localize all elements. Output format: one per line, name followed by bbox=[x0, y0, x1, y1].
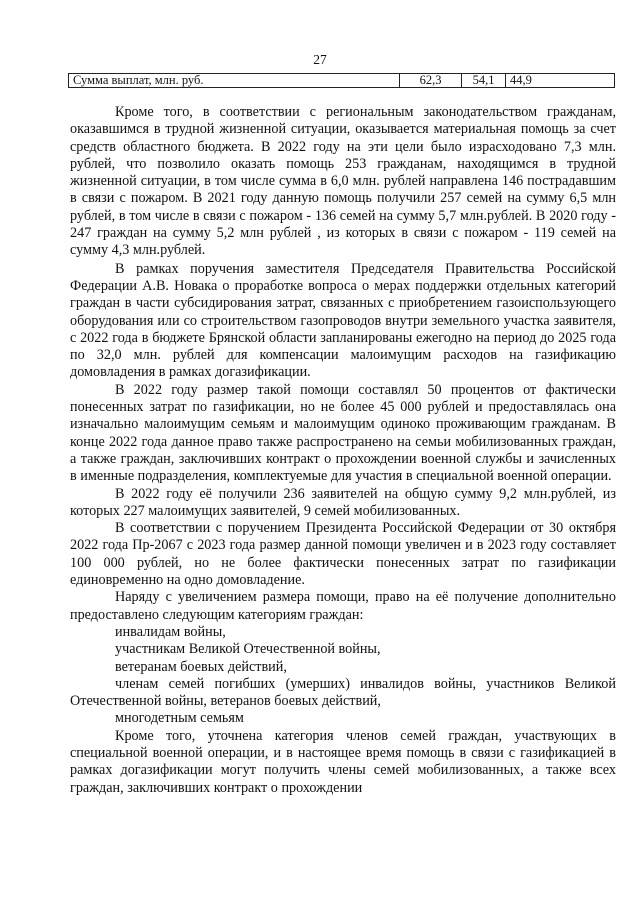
table-cell-label: Сумма выплат, млн. руб. bbox=[69, 74, 400, 88]
table-row bbox=[69, 74, 615, 88]
document-body bbox=[70, 104, 616, 797]
paragraph: Кроме того, уточнена категория членов семей граждан, участвующих в специальной военной операции, и в настоящее время помощь в связи с газификацией в рамках догазификации могут получить члены семей мобилизованных, а также всех граждан, заключивших контракт о прохождении bbox=[70, 727, 616, 796]
paragraph: В соответствии с поручением Президента Российской Федерации от 30 октября 2022 года Пр-2067 с 2023 года размер данной помощи увеличен и в 2023 году составляет 100 000 рублей, но не более фактически понесенных затрат по газификации единовременно на одно домовладение. bbox=[70, 520, 616, 589]
payments-table bbox=[68, 73, 615, 88]
paragraph: Наряду с увеличением размера помощи, право на её получение дополнительно предоставлено следующим категориям граждан: bbox=[70, 589, 616, 623]
table-cell-value: 54,1 bbox=[462, 74, 506, 88]
list-item: членам семей погибших (умерших) инвалидов войны, участников Великой Отечественной войны, ветеранов боевых действий, bbox=[70, 675, 616, 710]
paragraph: Кроме того, в соответствии с региональным законодательством гражданам, оказавшимся в трудной жизненной ситуации, оказывается материальная помощь за счет средств областного бюджета. В 2022 году на эти цели было израсходовано 7,3 млн. рублей, что позволило оказать помощь 253 гражданам, находящимся в трудной жизненной ситуации, в том числе сумма в 6,0 млн. рублей направлена 146 пострадавшим в связи с пожаром. В 2021 году данную помощь получили 257 семей на сумму 6,5 млн рублей, в том числе в связи с пожаром - 136 семей на сумму 5,7 млн.рублей. В 2020 году - 247 граждан на сумму 5,2 млн рублей , из которых в связи с пожаром - 119 семей на сумму 4,3 млн.рублей. bbox=[70, 104, 616, 259]
paragraph: В 2022 году размер такой помощи составлял 50 процентов от фактически понесенных затрат по газификации, но не более 45 000 рублей и предоставлялась она изначально малоимущим семьям и малоимущим одиноко проживающим гражданам. В конце 2022 года данное право также распространено на семьи мобилизованных граждан, а также граждан, заключивших контракт о прохождении военной службы и зачисленных в именные подразделения, комплектуемые для участия в специальной военной операции. bbox=[70, 381, 616, 485]
list-item: инвалидам войны, bbox=[115, 623, 226, 640]
list-item: участникам Великой Отечественной войны, bbox=[115, 641, 381, 658]
table-cell-value: 44,9 bbox=[506, 74, 615, 88]
paragraph: В 2022 году её получили 236 заявителей на общую сумму 9,2 млн.рублей, из которых 227 малоимущих заявителей, 9 семей мобилизованных. bbox=[70, 485, 616, 519]
list-item: многодетным семьям bbox=[115, 710, 244, 727]
list-item: ветеранам боевых действий, bbox=[115, 658, 287, 675]
page-number: 27 bbox=[313, 52, 327, 67]
paragraph: В рамках поручения заместителя Председателя Правительства Российской Федерации А.В. Новака о проработке вопроса о мерах поддержки отдельных категорий граждан в части субсидирования затрат, связанных с приобретением газоиспользующего оборудования или со строительством газопроводов внутри земельного участка заявителя, с 2022 года в бюджете Брянской области запланированы ежегодно на период до 2025 года по 32,0 млн. рублей для компенсации малоимущим расходов на газификацию домовладения в рамках догазификации. bbox=[70, 260, 616, 381]
table-cell-value: 62,3 bbox=[400, 74, 462, 88]
